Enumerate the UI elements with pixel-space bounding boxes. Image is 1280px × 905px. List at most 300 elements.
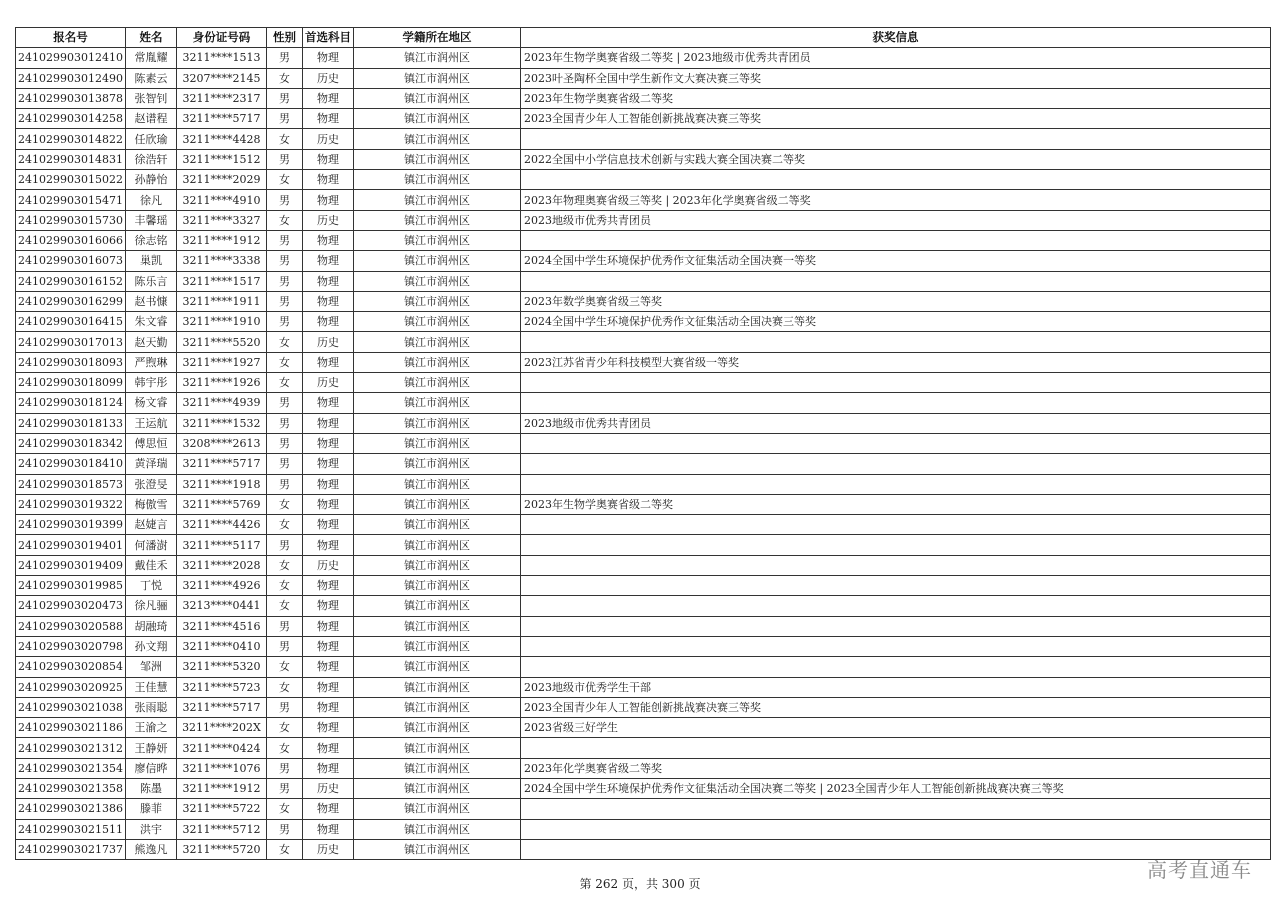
cell-region: 镇江市润州区 [353, 88, 520, 108]
cell-awards [520, 515, 1270, 535]
cell-id-number: 3211****1927 [176, 352, 266, 372]
cell-awards [520, 738, 1270, 758]
cell-region: 镇江市润州区 [353, 454, 520, 474]
cell-name: 戴佳禾 [125, 555, 176, 575]
cell-first-subject: 物理 [302, 535, 353, 555]
cell-first-subject: 物理 [302, 738, 353, 758]
cell-gender: 男 [266, 190, 302, 210]
cell-first-subject: 物理 [302, 251, 353, 271]
cell-awards [520, 657, 1270, 677]
cell-awards [520, 170, 1270, 190]
cell-awards [520, 271, 1270, 291]
table-row [16, 109, 1271, 129]
cell-first-subject: 物理 [302, 799, 353, 819]
col-header-first-subject: 首选科目 [302, 28, 353, 48]
table-row [16, 677, 1271, 697]
cell-id-number: 3211****1512 [176, 149, 266, 169]
cell-first-subject: 物理 [302, 48, 353, 68]
cell-region: 镇江市润州区 [353, 758, 520, 778]
cell-region: 镇江市润州区 [353, 230, 520, 250]
table-row [16, 454, 1271, 474]
table-row [16, 393, 1271, 413]
cell-gender: 男 [266, 697, 302, 717]
table-row [16, 312, 1271, 332]
cell-id-number: 3211****5723 [176, 677, 266, 697]
cell-region: 镇江市润州区 [353, 109, 520, 129]
cell-name: 徐浩轩 [125, 149, 176, 169]
cell-id-number: 3211****1517 [176, 271, 266, 291]
cell-id-number: 3211****1076 [176, 758, 266, 778]
cell-registration-no: 241029903013878 [16, 88, 126, 108]
cell-name: 洪宇 [125, 819, 176, 839]
cell-gender: 女 [266, 494, 302, 514]
cell-registration-no: 241029903012490 [16, 68, 126, 88]
cell-name: 王运航 [125, 413, 176, 433]
cell-id-number: 3211****4910 [176, 190, 266, 210]
cell-id-number: 3211****5769 [176, 494, 266, 514]
cell-registration-no: 241029903015022 [16, 170, 126, 190]
cell-id-number: 3211****1926 [176, 373, 266, 393]
cell-name: 陈素云 [125, 68, 176, 88]
cell-awards [520, 433, 1270, 453]
cell-region: 镇江市润州区 [353, 170, 520, 190]
cell-id-number: 3211****1911 [176, 291, 266, 311]
cell-id-number: 3211****3338 [176, 251, 266, 271]
cell-registration-no: 241029903019985 [16, 576, 126, 596]
cell-name: 常胤耀 [125, 48, 176, 68]
cell-gender: 女 [266, 596, 302, 616]
cell-awards [520, 636, 1270, 656]
page-number: 第 262 页，共 300 页 [579, 877, 701, 891]
table-row [16, 738, 1271, 758]
cell-id-number: 3211****0410 [176, 636, 266, 656]
cell-awards: 2023地级市优秀共青团员 [520, 413, 1270, 433]
table-row [16, 697, 1271, 717]
table-row [16, 88, 1271, 108]
table-row [16, 129, 1271, 149]
cell-id-number: 3211****5720 [176, 839, 266, 859]
cell-gender: 女 [266, 129, 302, 149]
cell-registration-no: 241029903019322 [16, 494, 126, 514]
cell-awards: 2023年化学奥赛省级二等奖 [520, 758, 1270, 778]
cell-awards: 2023省级三好学生 [520, 718, 1270, 738]
cell-id-number: 3213****0441 [176, 596, 266, 616]
cell-awards: 2023叶圣陶杯全国中学生新作文大赛决赛三等奖 [520, 68, 1270, 88]
table-row [16, 494, 1271, 514]
cell-id-number: 3211****5117 [176, 535, 266, 555]
cell-registration-no: 241029903021386 [16, 799, 126, 819]
cell-registration-no: 241029903018133 [16, 413, 126, 433]
cell-id-number: 3211****4516 [176, 616, 266, 636]
cell-region: 镇江市润州区 [353, 190, 520, 210]
cell-region: 镇江市润州区 [353, 718, 520, 738]
cell-registration-no: 241029903020588 [16, 616, 126, 636]
cell-first-subject: 物理 [302, 170, 353, 190]
cell-id-number: 3211****5520 [176, 332, 266, 352]
cell-name: 杨文睿 [125, 393, 176, 413]
cell-name: 徐凡骊 [125, 596, 176, 616]
table-row [16, 799, 1271, 819]
cell-first-subject: 历史 [302, 129, 353, 149]
cell-registration-no: 241029903019399 [16, 515, 126, 535]
cell-awards: 2023年生物学奥赛省级二等奖 [520, 494, 1270, 514]
table-row [16, 291, 1271, 311]
cell-region: 镇江市润州区 [353, 636, 520, 656]
cell-gender: 男 [266, 251, 302, 271]
cell-id-number: 3211****4939 [176, 393, 266, 413]
table-row [16, 433, 1271, 453]
cell-name: 王渝之 [125, 718, 176, 738]
cell-gender: 男 [266, 413, 302, 433]
cell-gender: 男 [266, 271, 302, 291]
cell-name: 张智钊 [125, 88, 176, 108]
cell-id-number: 3211****1912 [176, 230, 266, 250]
table-row [16, 819, 1271, 839]
cell-awards [520, 230, 1270, 250]
cell-region: 镇江市润州区 [353, 738, 520, 758]
cell-region: 镇江市润州区 [353, 373, 520, 393]
cell-registration-no: 241029903020925 [16, 677, 126, 697]
cell-gender: 男 [266, 616, 302, 636]
cell-gender: 男 [266, 778, 302, 798]
cell-region: 镇江市润州区 [353, 68, 520, 88]
cell-awards [520, 576, 1270, 596]
cell-registration-no: 241029903016066 [16, 230, 126, 250]
cell-first-subject: 物理 [302, 149, 353, 169]
cell-region: 镇江市润州区 [353, 515, 520, 535]
cell-registration-no: 241029903014831 [16, 149, 126, 169]
cell-id-number: 3211****0424 [176, 738, 266, 758]
cell-registration-no: 241029903021358 [16, 778, 126, 798]
cell-region: 镇江市润州区 [353, 697, 520, 717]
cell-name: 丰馨瑶 [125, 210, 176, 230]
col-header-name: 姓名 [125, 28, 176, 48]
cell-registration-no: 241029903021354 [16, 758, 126, 778]
cell-registration-no: 241029903020473 [16, 596, 126, 616]
cell-region: 镇江市润州区 [353, 271, 520, 291]
cell-first-subject: 历史 [302, 555, 353, 575]
cell-first-subject: 历史 [302, 778, 353, 798]
cell-awards [520, 819, 1270, 839]
col-header-id-number: 身份证号码 [176, 28, 266, 48]
col-header-gender: 性别 [266, 28, 302, 48]
cell-registration-no: 241029903019409 [16, 555, 126, 575]
table-body [16, 48, 1271, 860]
cell-name: 巢凯 [125, 251, 176, 271]
cell-awards: 2023年生物学奥赛省级二等奖 | 2023地级市优秀共青团员 [520, 48, 1270, 68]
cell-registration-no: 241029903020798 [16, 636, 126, 656]
cell-gender: 女 [266, 352, 302, 372]
cell-registration-no: 241029903017013 [16, 332, 126, 352]
cell-gender: 女 [266, 839, 302, 859]
cell-gender: 男 [266, 109, 302, 129]
cell-first-subject: 物理 [302, 230, 353, 250]
cell-name: 赵书慷 [125, 291, 176, 311]
cell-name: 严煦琳 [125, 352, 176, 372]
table-row [16, 352, 1271, 372]
cell-name: 韩宇彤 [125, 373, 176, 393]
table-row [16, 657, 1271, 677]
cell-gender: 男 [266, 291, 302, 311]
cell-name: 傅思恒 [125, 433, 176, 453]
table-row [16, 555, 1271, 575]
cell-registration-no: 241029903016073 [16, 251, 126, 271]
cell-gender: 男 [266, 819, 302, 839]
cell-gender: 女 [266, 657, 302, 677]
cell-region: 镇江市润州区 [353, 616, 520, 636]
cell-region: 镇江市润州区 [353, 433, 520, 453]
cell-registration-no: 241029903021511 [16, 819, 126, 839]
cell-region: 镇江市润州区 [353, 596, 520, 616]
cell-id-number: 3211****5717 [176, 697, 266, 717]
cell-awards [520, 332, 1270, 352]
cell-id-number: 3211****5722 [176, 799, 266, 819]
cell-id-number: 3211****2029 [176, 170, 266, 190]
cell-first-subject: 物理 [302, 616, 353, 636]
cell-gender: 男 [266, 230, 302, 250]
cell-first-subject: 物理 [302, 352, 353, 372]
cell-gender: 男 [266, 535, 302, 555]
cell-awards: 2024全国中学生环境保护优秀作文征集活动全国决赛二等奖 | 2023全国青少年人工智能创新挑战赛决赛三等奖 [520, 778, 1270, 798]
cell-name: 赵天勤 [125, 332, 176, 352]
cell-awards [520, 535, 1270, 555]
table-row [16, 535, 1271, 555]
cell-name: 赵谱程 [125, 109, 176, 129]
cell-gender: 男 [266, 636, 302, 656]
table-row [16, 190, 1271, 210]
cell-region: 镇江市润州区 [353, 251, 520, 271]
cell-id-number: 3211****5320 [176, 657, 266, 677]
cell-region: 镇江市润州区 [353, 393, 520, 413]
table-row [16, 839, 1271, 859]
cell-name: 王静妍 [125, 738, 176, 758]
cell-awards: 2023全国青少年人工智能创新挑战赛决赛三等奖 [520, 109, 1270, 129]
cell-name: 黄泽瑞 [125, 454, 176, 474]
cell-region: 镇江市润州区 [353, 352, 520, 372]
cell-first-subject: 物理 [302, 718, 353, 738]
cell-gender: 女 [266, 555, 302, 575]
col-header-region: 学籍所在地区 [353, 28, 520, 48]
cell-gender: 女 [266, 373, 302, 393]
cell-id-number: 3211****1532 [176, 413, 266, 433]
cell-region: 镇江市润州区 [353, 839, 520, 859]
table-row [16, 778, 1271, 798]
cell-name: 孙文翔 [125, 636, 176, 656]
cell-awards [520, 616, 1270, 636]
cell-gender: 男 [266, 454, 302, 474]
cell-name: 丁悦 [125, 576, 176, 596]
cell-first-subject: 物理 [302, 88, 353, 108]
cell-region: 镇江市润州区 [353, 778, 520, 798]
cell-name: 徐凡 [125, 190, 176, 210]
cell-region: 镇江市润州区 [353, 799, 520, 819]
cell-gender: 男 [266, 758, 302, 778]
cell-region: 镇江市润州区 [353, 576, 520, 596]
cell-gender: 女 [266, 576, 302, 596]
cell-name: 赵婕言 [125, 515, 176, 535]
table-row [16, 758, 1271, 778]
cell-id-number: 3211****1513 [176, 48, 266, 68]
cell-first-subject: 物理 [302, 474, 353, 494]
cell-awards: 2024全国中学生环境保护优秀作文征集活动全国决赛一等奖 [520, 251, 1270, 271]
table-row [16, 170, 1271, 190]
cell-gender: 男 [266, 393, 302, 413]
cell-first-subject: 物理 [302, 697, 353, 717]
cell-name: 朱文睿 [125, 312, 176, 332]
cell-awards: 2023地级市优秀学生干部 [520, 677, 1270, 697]
cell-gender: 男 [266, 149, 302, 169]
cell-registration-no: 241029903018099 [16, 373, 126, 393]
cell-gender: 男 [266, 474, 302, 494]
cell-awards: 2023年物理奥赛省级三等奖 | 2023年化学奥赛省级二等奖 [520, 190, 1270, 210]
cell-id-number: 3207****2145 [176, 68, 266, 88]
cell-awards: 2023地级市优秀共青团员 [520, 210, 1270, 230]
cell-name: 任欣瑜 [125, 129, 176, 149]
table-row [16, 718, 1271, 738]
cell-region: 镇江市润州区 [353, 332, 520, 352]
cell-first-subject: 历史 [302, 839, 353, 859]
cell-registration-no: 241029903021186 [16, 718, 126, 738]
cell-id-number: 3211****2028 [176, 555, 266, 575]
cell-registration-no: 241029903021312 [16, 738, 126, 758]
table-row [16, 616, 1271, 636]
cell-registration-no: 241029903014822 [16, 129, 126, 149]
cell-name: 邹洲 [125, 657, 176, 677]
cell-registration-no: 241029903016152 [16, 271, 126, 291]
student-award-table [15, 27, 1271, 860]
cell-registration-no: 241029903021038 [16, 697, 126, 717]
cell-registration-no: 241029903016415 [16, 312, 126, 332]
cell-registration-no: 241029903016299 [16, 291, 126, 311]
cell-awards [520, 373, 1270, 393]
cell-name: 陈墨 [125, 778, 176, 798]
cell-registration-no: 241029903019401 [16, 535, 126, 555]
cell-gender: 女 [266, 68, 302, 88]
watermark-logo-text: 高考直通车 [1147, 858, 1252, 882]
cell-awards: 2022全国中小学信息技术创新与实践大赛全国决赛二等奖 [520, 149, 1270, 169]
cell-awards [520, 129, 1270, 149]
table-row [16, 474, 1271, 494]
cell-name: 陈乐言 [125, 271, 176, 291]
cell-region: 镇江市润州区 [353, 413, 520, 433]
table-header-row [16, 28, 1271, 48]
cell-first-subject: 历史 [302, 332, 353, 352]
cell-first-subject: 物理 [302, 515, 353, 535]
table-row [16, 515, 1271, 535]
cell-first-subject: 物理 [302, 271, 353, 291]
table-row [16, 251, 1271, 271]
cell-first-subject: 物理 [302, 454, 353, 474]
cell-region: 镇江市润州区 [353, 819, 520, 839]
cell-registration-no: 241029903015471 [16, 190, 126, 210]
cell-region: 镇江市润州区 [353, 48, 520, 68]
cell-first-subject: 物理 [302, 312, 353, 332]
table-row [16, 230, 1271, 250]
cell-name: 王佳慧 [125, 677, 176, 697]
cell-registration-no: 241029903020854 [16, 657, 126, 677]
cell-gender: 女 [266, 718, 302, 738]
cell-first-subject: 物理 [302, 576, 353, 596]
cell-name: 熊逸凡 [125, 839, 176, 859]
table-row [16, 373, 1271, 393]
cell-name: 徐志铭 [125, 230, 176, 250]
cell-gender: 男 [266, 312, 302, 332]
cell-id-number: 3208****2613 [176, 433, 266, 453]
cell-first-subject: 物理 [302, 596, 353, 616]
cell-name: 廖信晔 [125, 758, 176, 778]
cell-name: 何潘澍 [125, 535, 176, 555]
cell-first-subject: 物理 [302, 393, 353, 413]
cell-gender: 女 [266, 210, 302, 230]
cell-id-number: 3211****5717 [176, 454, 266, 474]
cell-first-subject: 历史 [302, 68, 353, 88]
cell-awards [520, 454, 1270, 474]
cell-region: 镇江市润州区 [353, 210, 520, 230]
table-row [16, 68, 1271, 88]
cell-region: 镇江市润州区 [353, 291, 520, 311]
cell-first-subject: 物理 [302, 109, 353, 129]
cell-registration-no: 241029903018124 [16, 393, 126, 413]
cell-region: 镇江市润州区 [353, 494, 520, 514]
cell-gender: 女 [266, 332, 302, 352]
cell-id-number: 3211****5717 [176, 109, 266, 129]
cell-gender: 男 [266, 88, 302, 108]
table-row [16, 210, 1271, 230]
cell-id-number: 3211****1918 [176, 474, 266, 494]
cell-id-number: 3211****4428 [176, 129, 266, 149]
table-row [16, 271, 1271, 291]
cell-first-subject: 物理 [302, 413, 353, 433]
table-row [16, 332, 1271, 352]
cell-registration-no: 241029903018410 [16, 454, 126, 474]
cell-awards [520, 555, 1270, 575]
cell-first-subject: 物理 [302, 657, 353, 677]
cell-awards: 2023全国青少年人工智能创新挑战赛决赛三等奖 [520, 697, 1270, 717]
cell-awards: 2023年数学奥赛省级三等奖 [520, 291, 1270, 311]
cell-first-subject: 物理 [302, 819, 353, 839]
cell-first-subject: 物理 [302, 636, 353, 656]
cell-id-number: 3211****4426 [176, 515, 266, 535]
cell-awards [520, 596, 1270, 616]
cell-gender: 男 [266, 48, 302, 68]
cell-name: 胡融琦 [125, 616, 176, 636]
cell-registration-no: 241029903018573 [16, 474, 126, 494]
cell-awards: 2024全国中学生环境保护优秀作文征集活动全国决赛三等奖 [520, 312, 1270, 332]
cell-first-subject: 历史 [302, 373, 353, 393]
cell-awards: 2023年生物学奥赛省级二等奖 [520, 88, 1270, 108]
cell-first-subject: 物理 [302, 433, 353, 453]
cell-awards [520, 474, 1270, 494]
cell-id-number: 3211****202X [176, 718, 266, 738]
table-row [16, 636, 1271, 656]
cell-first-subject: 历史 [302, 210, 353, 230]
cell-id-number: 3211****1912 [176, 778, 266, 798]
table-row [16, 149, 1271, 169]
cell-region: 镇江市润州区 [353, 677, 520, 697]
cell-awards [520, 799, 1270, 819]
table-row [16, 48, 1271, 68]
table-row [16, 576, 1271, 596]
cell-first-subject: 物理 [302, 677, 353, 697]
cell-id-number: 3211****1910 [176, 312, 266, 332]
cell-awards [520, 393, 1270, 413]
cell-region: 镇江市润州区 [353, 149, 520, 169]
table-row [16, 413, 1271, 433]
cell-name: 孙静怡 [125, 170, 176, 190]
col-header-registration-no: 报名号 [16, 28, 126, 48]
cell-id-number: 3211****4926 [176, 576, 266, 596]
cell-first-subject: 物理 [302, 190, 353, 210]
